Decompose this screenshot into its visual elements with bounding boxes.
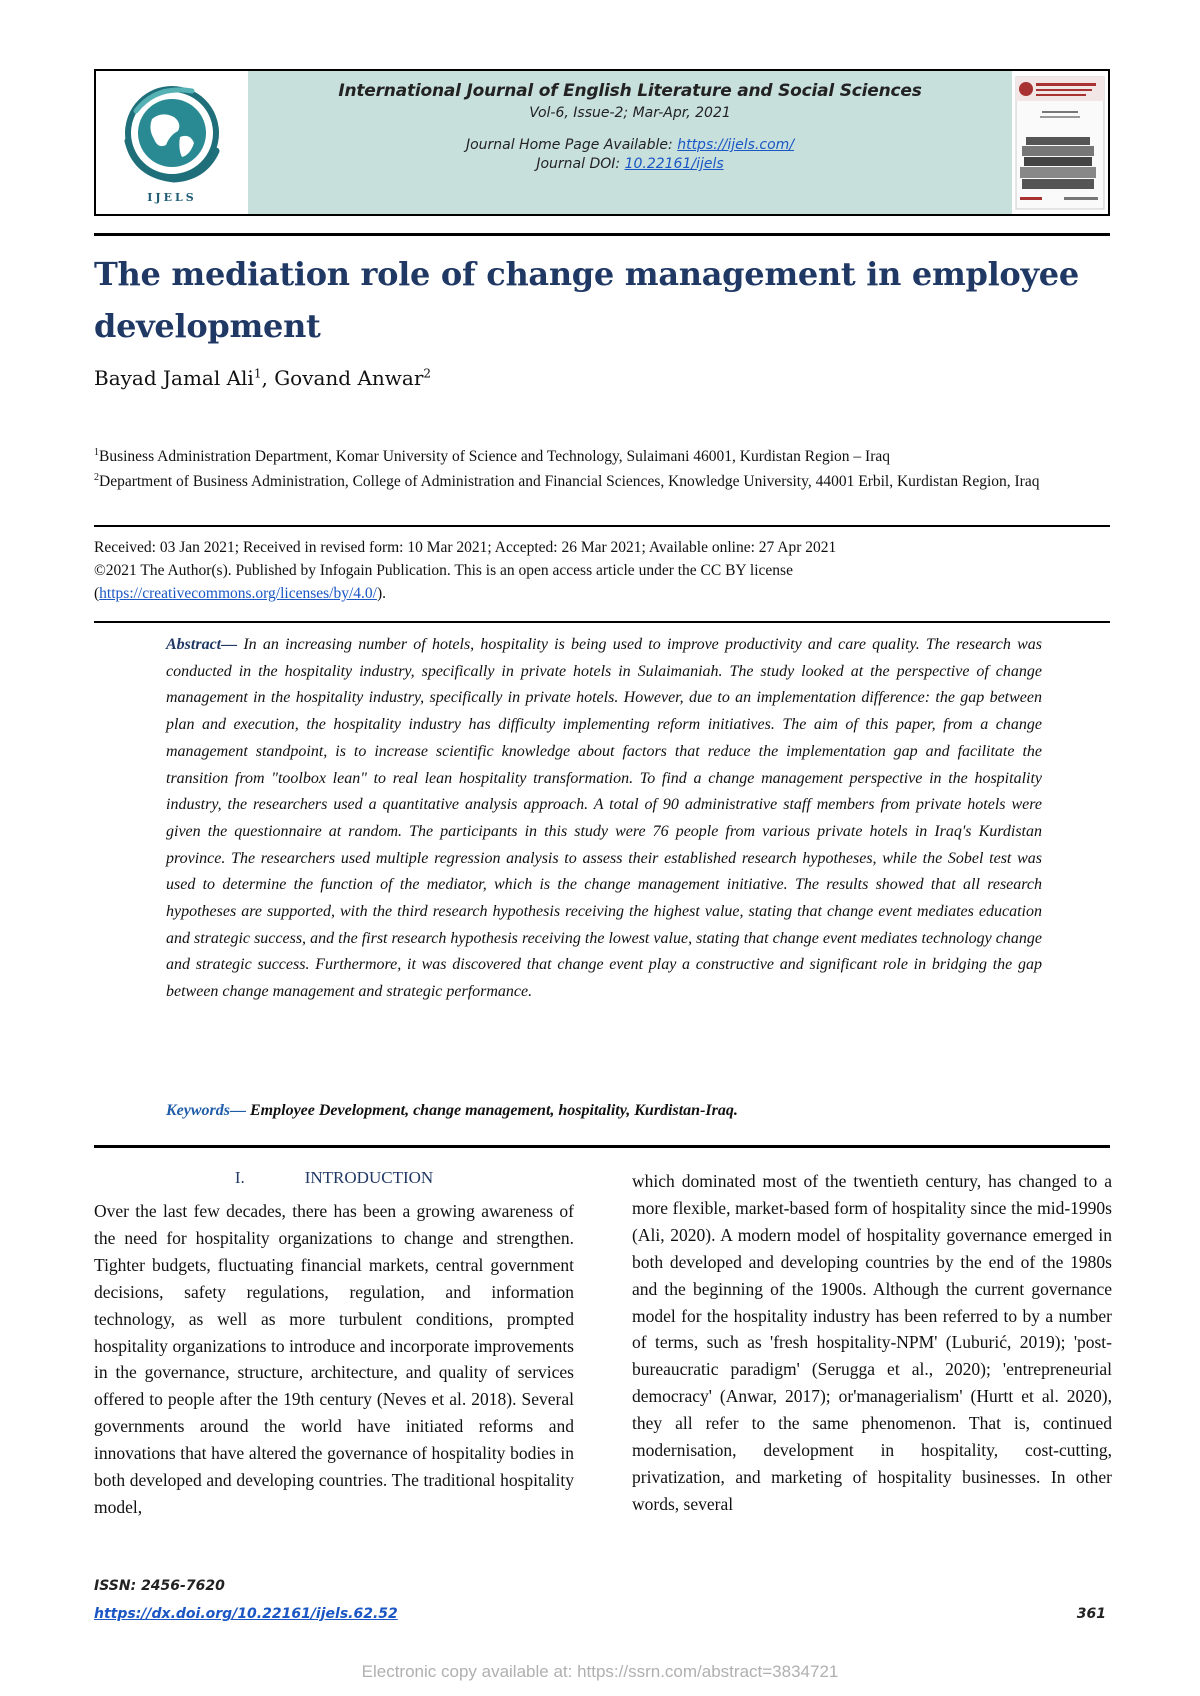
journal-doi-line <box>248 156 1012 172</box>
journal-volume: Vol-6, Issue-2; Mar-Apr, 2021 <box>529 105 731 121</box>
keywords-text: Employee Development, change management, hospitality, Kurdistan-Iraq. <box>246 1102 738 1119</box>
footer-doi-link[interactable]: https://dx.doi.org/10.22161/ijels.62.52 <box>94 1606 398 1622</box>
intro-right-column: which dominated most of the twentieth century, has changed to a more flexible, market-based form of hospitality since the mid-1990s (Ali, 2020). A modern model of hospitality governance emerged in both developed and developing countries by the end of the 1980s and the beginning of the 1900s. Although the current governance model for the hospitality industry has been referred to by a number of terms, such as 'fresh hospitality-NPM' (Luburić, 2019); 'post-bureaucratic paradigm' (Serugga et al., 2020); 'entrepreneurial democracy' (Anwar, 2017); or'managerialism' (Hurtt et al. 2020), they all refer to the same phenomenon. That is, continued modernisation, development in hospitality, cost-cutting, privatization, and marketing of hospitality businesses. In other words, several <box>632 1171 1112 1514</box>
journal-info <box>248 71 1012 214</box>
ssrn-watermark: Electronic copy available at: https://ssrn.com/abstract=3834721 <box>361 1662 839 1681</box>
section-heading <box>94 1168 574 1188</box>
journal-doi-label: Journal DOI: <box>536 156 625 172</box>
license-text: ©2021 The Author(s). Published by Infogain Publication. This is an open access article under the CC BY license <box>94 562 793 579</box>
journal-home-link[interactable]: https://ijels.com/ <box>677 137 795 153</box>
affiliation-mark: 2 <box>94 472 99 483</box>
journal-title: International Journal of English Literature and Social Sciences <box>338 81 922 101</box>
license-open: ( <box>94 585 100 602</box>
author-name: Govand Anwar <box>274 366 424 390</box>
journal-doi-link[interactable]: 10.22161/ijels <box>624 156 724 172</box>
journal-home-line <box>248 137 1012 153</box>
abstract <box>166 632 1042 1006</box>
author-separator: , <box>261 366 275 390</box>
affiliation-2 <box>94 466 1110 493</box>
journal-home-label: Journal Home Page Available: <box>465 137 678 153</box>
authors <box>94 366 431 390</box>
footer-issn: ISSN: 2456-7620 <box>94 1578 225 1594</box>
keywords-label: Keywords— <box>166 1102 246 1119</box>
journal-cover <box>1012 71 1108 214</box>
journal-cover-image <box>1012 71 1108 214</box>
divider <box>94 1145 1110 1148</box>
journal-logo <box>96 71 248 214</box>
article-dates <box>94 536 1110 605</box>
intro-left-column: Over the last few decades, there has been a growing awareness of the need for hospitality organizations to change and strengthen. Tighter budgets, fluctuating financial markets, central government decisions, safety regulations, regulation, and information technology, as well as more turbulent conditions, prompted hospitality organizations to introduce and incorporate improvements in the governance, structure, architecture, and quality of services offered to people after the 19th century (Neves et al. 2018). Several governments around the world have initiated reforms and innovations that have altered the governance of hospitality bodies in both developed and developing countries. The traditional hospitality model, <box>94 1201 574 1517</box>
abstract-label: Abstract— <box>166 636 238 653</box>
journal-header <box>94 69 1110 216</box>
license-line <box>94 582 1110 605</box>
affiliation-1 <box>94 441 1110 468</box>
license-link[interactable]: https://creativecommons.org/licenses/by/4.0/ <box>99 585 377 602</box>
section-number: I. <box>234 1168 245 1187</box>
paper-title: The mediation role of change management in employee development <box>94 255 1079 345</box>
publication-dates: Received: 03 Jan 2021; Received in revised form: 10 Mar 2021; Accepted: 26 Mar 2021; Available online: 27 Apr 2021 <box>94 539 837 556</box>
section-title: INTRODUCTION <box>304 1168 434 1187</box>
page-number: 361 <box>1076 1606 1106 1622</box>
author-affiliation-mark: 1 <box>253 366 262 381</box>
author-affiliation-mark: 2 <box>423 366 432 381</box>
abstract-text: In an increasing number of hotels, hospitality is being used to improve productivity and care quality. The research was conducted in the hospitality industry, specifically in private hotels in Sulaimaniah. The study looked at the perspective of change management in the hospitality industry, specifically in private hotels. However, due to an implementation difference: the gap between plan and execution, the hospitality industry has difficulty implementing reform initiatives. The aim of this paper, from a change management standpoint, is to increase scientific knowledge about factors that reduce the implementation gap and facilitate the transition from "toolbox lean" to real lean hospitality transformation. To find a change management perspective in the hospitality industry, the researchers used a quantitative analysis approach. A total of 90 administrative staff members from private hotels were given the questionnaire at random. The participants in this study were 76 people from various private hotels in Iraq's Kurdistan province. The researchers used multiple regression analysis to assess their established research hypotheses, while the Sobel test was used to determine the function of the mediator, which is the change management initiative. The results showed that all research hypotheses are supported, with the third research hypothesis receiving the highest value, stating that change event mediates education and strategic success, and the first research hypothesis receiving the lowest value, stating that change event mediates technology change and strategic success. Furthermore, it was discovered that change event play a constructive and significant role in bridging the gap between change management and strategic performance. <box>166 636 1042 1001</box>
affiliation-mark: 1 <box>94 447 99 458</box>
divider <box>94 621 1110 623</box>
divider <box>94 233 1110 236</box>
divider <box>94 525 1110 527</box>
keywords <box>166 1102 1042 1120</box>
author-name: Bayad Jamal Ali <box>94 366 254 390</box>
affiliation-text: Business Administration Department, Komar University of Science and Technology, Sulaimani 46001, Kurdistan Region – Iraq <box>99 448 890 466</box>
affiliation-text: Department of Business Administration, College of Administration and Financial Sciences, Knowledge University, 44001 Erbil, Kurdistan Region, Iraq <box>99 473 1040 491</box>
license-close: ). <box>376 585 387 602</box>
logo-text: IJELS <box>147 191 197 204</box>
